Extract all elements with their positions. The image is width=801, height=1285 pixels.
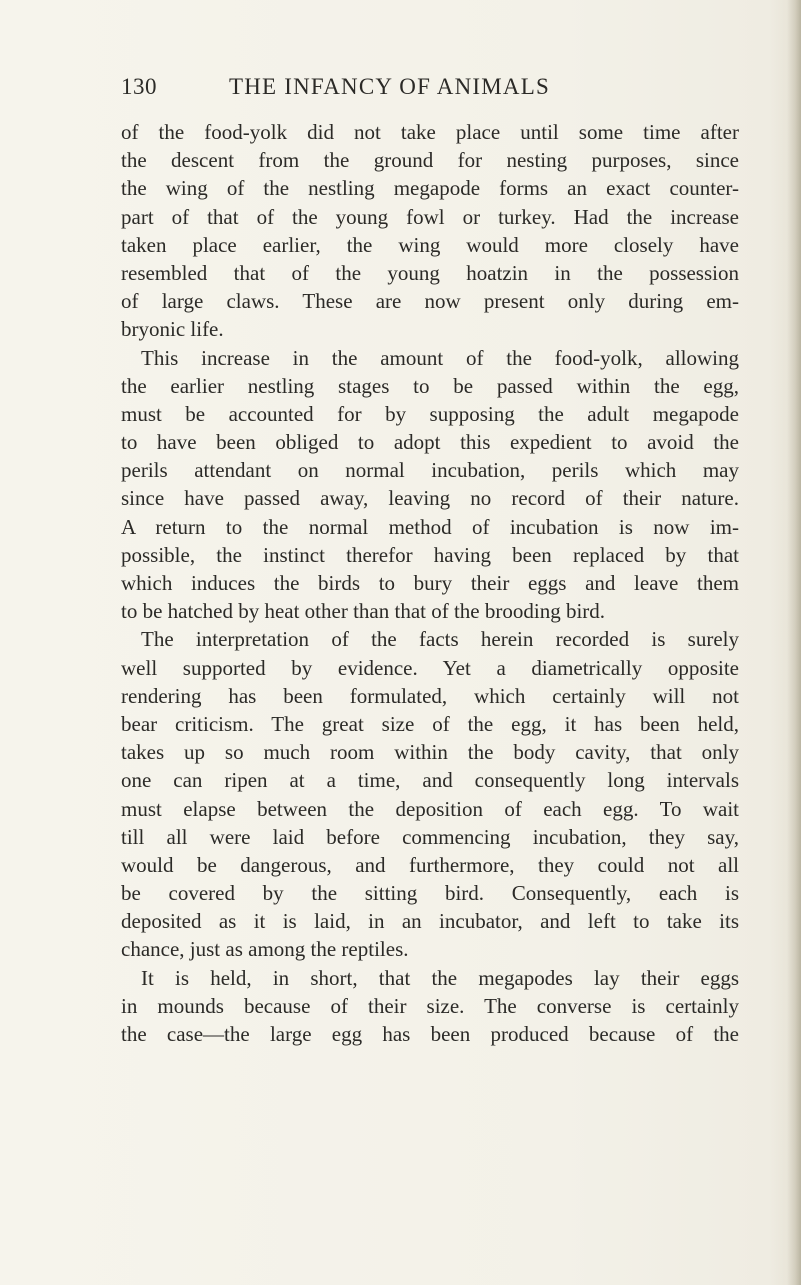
text-line: to be hatched by heat other than that of the brooding bird. [121, 599, 606, 624]
text-line: to have been obliged to adopt this expedient to avoid the [121, 430, 739, 455]
text-line: bryonic life. [121, 317, 224, 342]
text-line: bear criticism. The great size of the egg, it has been held, [121, 711, 739, 736]
text-line: takes up so much room within the body cavity, that only [121, 740, 739, 765]
text-line: the case—the large egg has been produced because of the [121, 1022, 739, 1046]
text-line: deposited as it is laid, in an incubator, and left to take its [121, 909, 739, 934]
text-line: rendering has been formulated, which certainly will not [121, 683, 739, 708]
text-line: resembled that of the young hoatzin in the possession [121, 260, 739, 285]
text-line: perils attendant on normal incubation, perils which may [121, 458, 739, 483]
text-line: part of that of the young fowl or turkey. Had the increase [121, 204, 739, 229]
text-line: must be accounted for by supposing the adult megapode [121, 401, 739, 426]
text-line: taken place earlier, the wing would more closely have [121, 232, 739, 257]
text-line: This increase in the amount of the food-yolk, allowing [141, 345, 739, 370]
text-line: It is held, in short, that the megapodes lay their eggs [141, 965, 739, 990]
page-edge-shadow [787, 0, 801, 1285]
body-text [121, 118, 739, 1048]
running-title: THE INFANCY OF ANIMALS [229, 74, 550, 99]
text-line: the wing of the nestling megapode forms an exact counter- [121, 176, 739, 201]
text-line: of large claws. These are now present only during em- [121, 289, 739, 314]
text-line: well supported by evidence. Yet a diametrically opposite [121, 655, 739, 680]
text-line: The interpretation of the facts herein recorded is surely [141, 627, 739, 652]
text-line: the descent from the ground for nesting purposes, since [121, 148, 739, 173]
text-line: be covered by the sitting bird. Consequently, each is [121, 881, 739, 906]
text-line: of the food-yolk did not take place until some time after [121, 120, 739, 144]
running-head [121, 74, 721, 108]
text-line: A return to the normal method of incubation is now im- [121, 514, 739, 539]
text-line: chance, just as among the reptiles. [121, 937, 409, 962]
text-line: possible, the instinct therefor having been replaced by that [121, 542, 739, 567]
text-line: the earlier nestling stages to be passed within the egg, [121, 373, 739, 398]
text-line: must elapse between the deposition of each egg. To wait [121, 796, 739, 821]
text-line: one can ripen at a time, and consequently long intervals [121, 768, 739, 793]
text-line: since have passed away, leaving no record of their nature. [121, 486, 739, 511]
text-line: in mounds because of their size. The converse is certainly [121, 993, 739, 1018]
text-line: which induces the birds to bury their eggs and leave them [121, 571, 739, 595]
text-line: till all were laid before commencing incubation, they say, [121, 824, 739, 849]
text-line: would be dangerous, and furthermore, they could not all [121, 852, 739, 877]
page-number: 130 [121, 74, 157, 99]
